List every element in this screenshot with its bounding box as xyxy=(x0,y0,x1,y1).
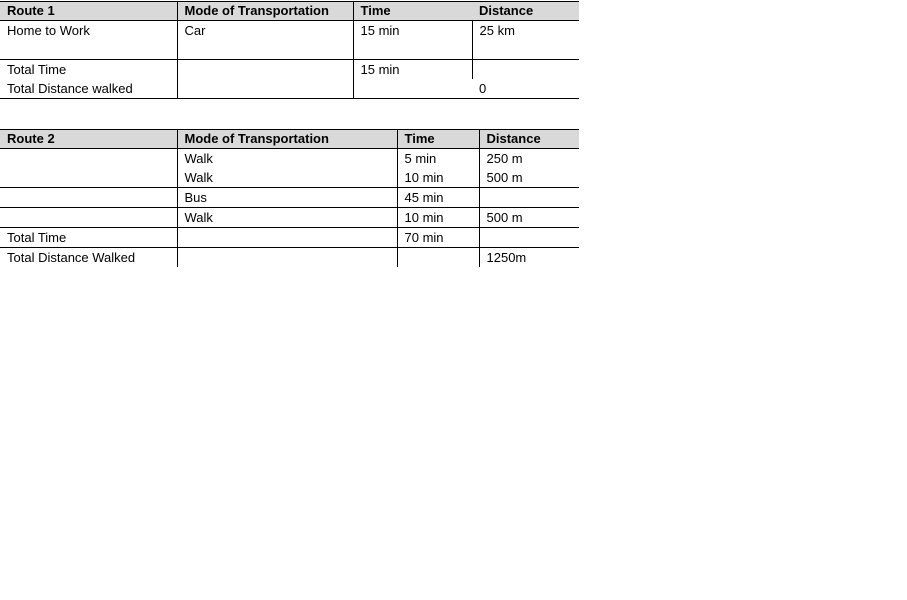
route-2-total-distance-label: Total Distance Walked xyxy=(0,248,177,268)
route-2-total-distance-row xyxy=(0,248,579,268)
route-2-row-3-time: 45 min xyxy=(397,188,479,208)
route-2-row-3-label xyxy=(0,188,177,208)
route-2-total-time-value: 70 min xyxy=(397,228,479,248)
route-2-table xyxy=(0,129,579,267)
route-2-header-distance: Distance xyxy=(479,130,579,149)
table-row xyxy=(0,188,579,208)
route-2-row-1-label xyxy=(0,149,177,169)
route-2-row-4-mode: Walk xyxy=(177,208,397,228)
route-2-total-time-mode-cell xyxy=(177,228,397,248)
route-1-row-time: 15 min xyxy=(353,21,472,60)
route-1-total-time-mode-cell xyxy=(177,60,353,80)
route-1-total-distance-mode-cell xyxy=(177,79,353,99)
route-1-total-time-value: 15 min xyxy=(353,60,472,80)
route-2-total-time-distance-cell xyxy=(479,228,579,248)
route-2-row-4-distance: 500 m xyxy=(479,208,579,228)
route-1-total-distance-label: Total Distance walked xyxy=(0,79,177,99)
route-2-header-row xyxy=(0,130,579,149)
route-2-total-time-label: Total Time xyxy=(0,228,177,248)
route-2-header-route: Route 2 xyxy=(0,130,177,149)
route-2-total-time-row xyxy=(0,228,579,248)
route-1-total-time-distance-cell xyxy=(472,60,579,80)
route-2-row-3-mode: Bus xyxy=(177,188,397,208)
route-2-row-2-mode: Walk xyxy=(177,168,397,188)
route-2-total-distance-time-cell xyxy=(397,248,479,268)
route-1-header-mode: Mode of Transportation xyxy=(177,2,353,21)
route-1-row-mode: Car xyxy=(177,21,353,60)
route-1-header-distance: Distance xyxy=(472,2,579,21)
route-2-row-1-distance: 250 m xyxy=(486,151,523,166)
route-1-total-time-row xyxy=(0,60,579,80)
route-2-row-2-distance: 500 m xyxy=(479,168,579,188)
route-1-table xyxy=(0,1,579,99)
table-row xyxy=(0,208,579,228)
route-1-total-time-label: Total Time xyxy=(0,60,177,80)
route-2-row-2-time: 10 min xyxy=(397,168,479,188)
route-1-header-route: Route 1 xyxy=(0,2,177,21)
route-2-total-distance-value: 1250m xyxy=(486,250,527,265)
route-2-header-mode: Mode of Transportation xyxy=(177,130,397,149)
route-1-total-distance-value: 0 xyxy=(472,79,579,99)
route-2-row-2-label xyxy=(0,168,177,188)
route-1-row-distance: 25 km xyxy=(472,21,579,60)
route-1-header-row xyxy=(0,2,579,21)
route-2-row-1-time: 5 min xyxy=(397,149,479,169)
route-2-header-time: Time xyxy=(397,130,479,149)
route-2-row-1-mode: Walk xyxy=(177,149,397,169)
route-2-total-distance-mode-cell xyxy=(177,248,397,268)
route-1-total-distance-time-cell xyxy=(353,79,472,99)
route-1-total-distance-row xyxy=(0,79,579,99)
route-1-row-label: Home to Work xyxy=(0,21,177,60)
table-row xyxy=(0,149,579,169)
table-row xyxy=(0,21,579,60)
route-2-row-4-label xyxy=(0,208,177,228)
route-1-header-time: Time xyxy=(353,2,472,21)
table-row xyxy=(0,168,579,188)
route-2-row-4-time: 10 min xyxy=(397,208,479,228)
route-2-row-3-distance xyxy=(479,188,579,208)
